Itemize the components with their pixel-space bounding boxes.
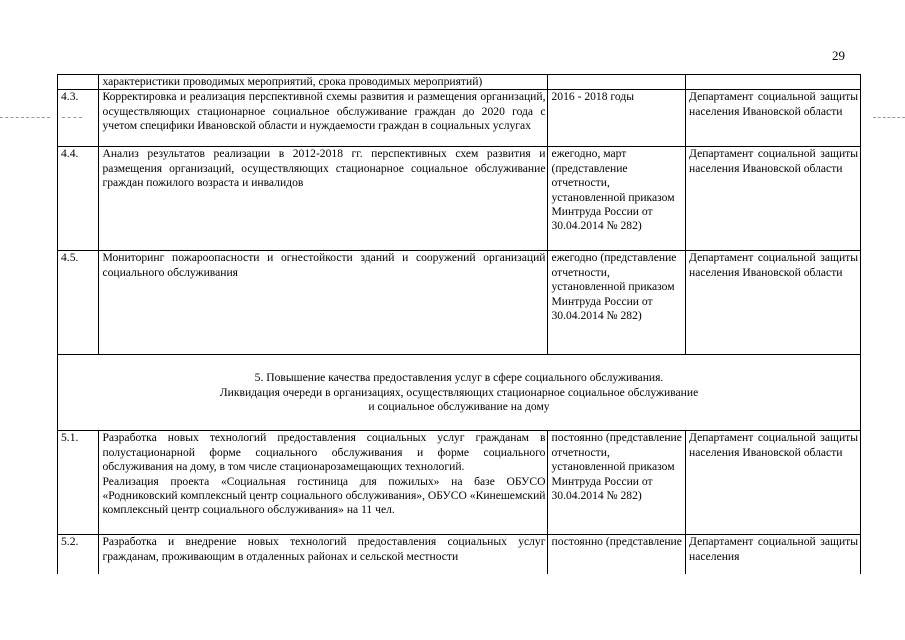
row-responsible: Департамент социальной защиты населения Ивановской области: [686, 90, 861, 147]
row-term: постоянно (представление отчетности, установленной приказом Минтруда России от 30.04.2014 № 282): [548, 431, 686, 535]
row-description: Мониторинг пожароопасности и огнестойкости зданий и сооружений организаций социального обслуживания: [99, 251, 548, 355]
row-responsible: Департамент социальной защиты населения Ивановской области: [686, 431, 861, 535]
scan-artifact-left: [0, 117, 50, 118]
measures-table: [57, 74, 861, 575]
page-number: 29: [832, 48, 845, 63]
row-description: Разработка и внедрение новых технологий предоставления социальных услуг гражданам, проживающим в отдаленных районах и сельской местности: [99, 535, 548, 575]
table-row: [58, 147, 861, 251]
section-title-line-2: Ликвидация очереди в организациях, осуществляющих стационарное социальное обслуживание: [219, 385, 699, 399]
row-term: ежегодно, март (представление отчетности, установленной приказом Минтруда России от 30.04.2014 № 282): [548, 147, 686, 251]
section-title-line-1: 5. Повышение качества предоставления услуг в сфере социального обслуживания.: [254, 371, 664, 385]
page-bottom-margin: [0, 574, 905, 640]
section-header-row: [58, 355, 861, 431]
row-description-part-2: Реализация проекта «Социальная гостиница для пожилых» на базе ОБУСО «Родниковский комплексный центр социального обслуживания», ОБУСО «Кинешемский комплексный центр социального обслуживания» на 11 чел.: [102, 474, 546, 517]
table-row: [58, 431, 861, 535]
table-row: [58, 251, 861, 355]
table-row: [58, 75, 861, 90]
row-term: [548, 75, 686, 90]
row-term: постоянно (представление: [548, 535, 686, 575]
row-term: 2016 - 2018 годы: [548, 90, 686, 147]
row-term: ежегодно (представление отчетности, установленной приказом Минтруда России от 30.04.2014 № 282): [548, 251, 686, 355]
row-responsible: Департамент социальной защиты населения: [686, 535, 861, 575]
row-description: Корректировка и реализация перспективной схемы развития и размещения организаций, осуществляющих стационарное социальное обслуживание граждан до 2020 года с учетом специфики Ивановской области и нуждаемости граждан в социальных услугах: [99, 90, 548, 147]
row-description: характеристики проводимых мероприятий, срока проводимых мероприятий): [99, 75, 548, 90]
scan-artifact-right: [873, 117, 905, 118]
table-row: [58, 535, 861, 575]
row-responsible: Департамент социальной защиты населения Ивановской области: [686, 251, 861, 355]
row-responsible: Департамент социальной защиты населения Ивановской области: [686, 147, 861, 251]
row-description: [99, 431, 548, 535]
section-title-line-3: и социальное обслуживание на дому: [368, 400, 550, 414]
section-header: [58, 355, 861, 431]
table-row: [58, 90, 861, 147]
row-number: 4.5.: [58, 251, 99, 355]
row-number: [58, 75, 99, 90]
row-description: Анализ результатов реализации в 2012-2018 гг. перспективных схем развития и размещения организаций, осуществляющих стационарное социальное обслуживание граждан пожилого возраста и инвалидов: [99, 147, 548, 251]
row-number: 5.2.: [58, 535, 99, 575]
row-responsible: [686, 75, 861, 90]
row-number: 4.3.: [58, 90, 99, 147]
row-number: 4.4.: [58, 147, 99, 251]
row-description-part-1: Разработка новых технологий предоставления социальных услуг гражданам в полустационарной форме социального обслуживания и форме социального обслуживания на дому, в том числе стационарозамещающих технологий.: [102, 431, 546, 474]
row-number: 5.1.: [58, 431, 99, 535]
